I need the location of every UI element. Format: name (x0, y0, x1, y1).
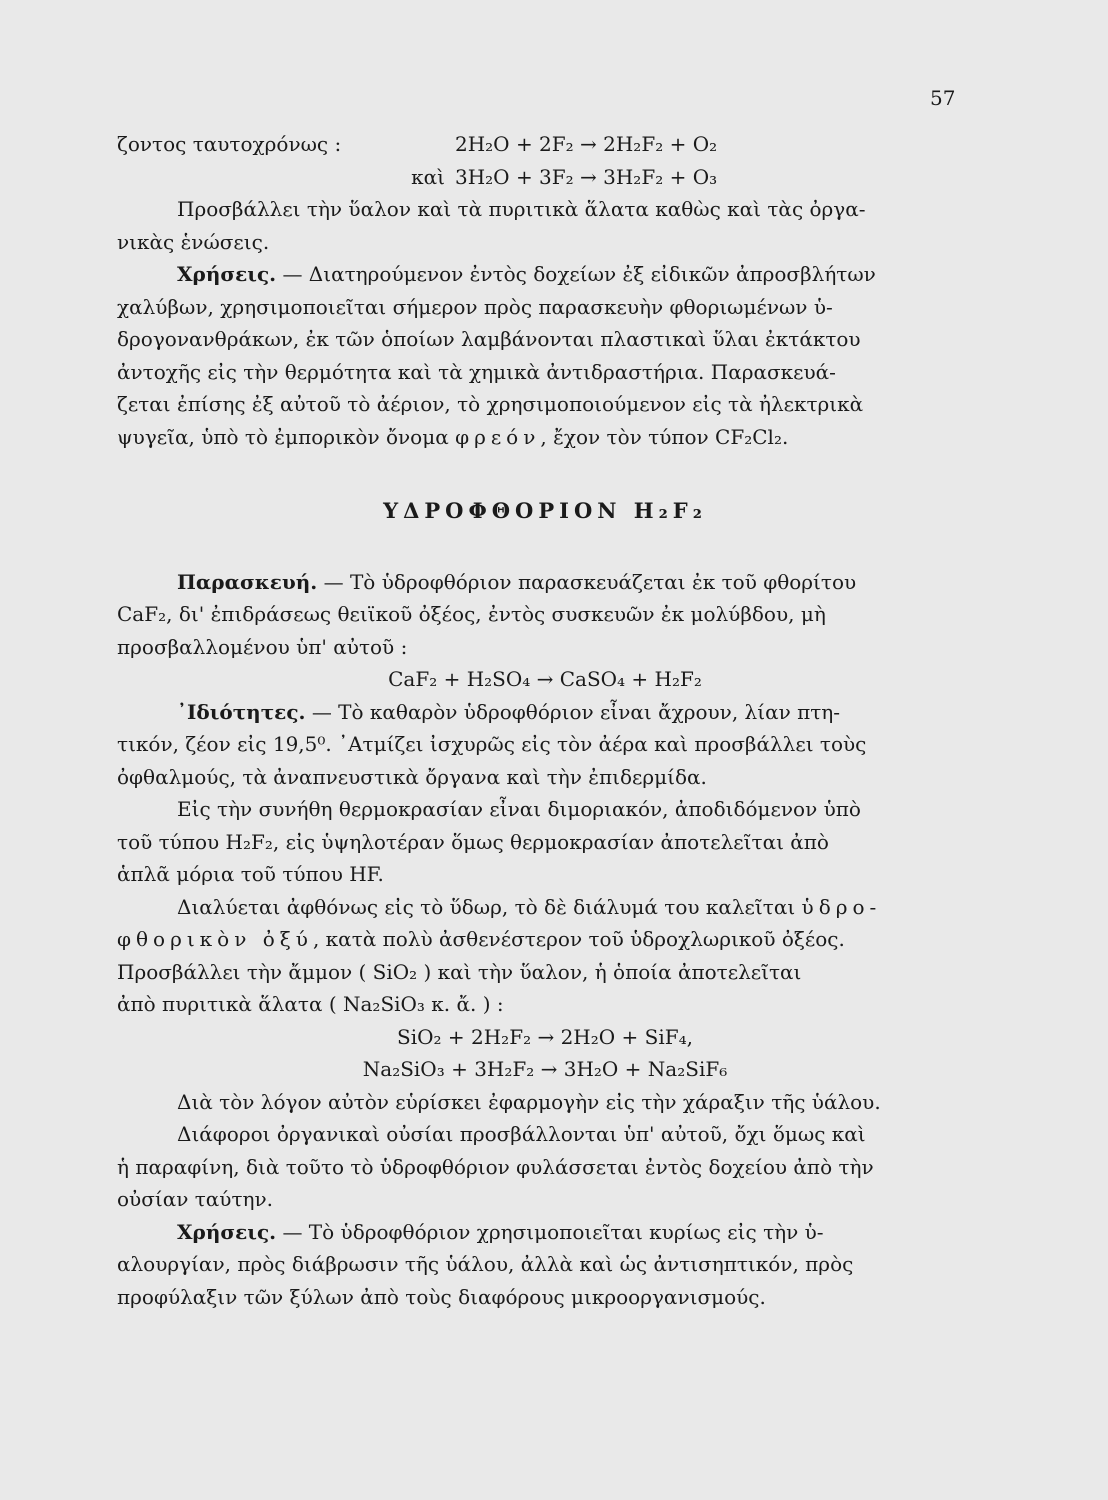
paragraph-line: Προσβάλλει τὴν ὕαλον καὶ τὰ πυριτικὰ ἅλατα καθὼς καὶ τὰς ὀργα- (177, 197, 866, 221)
intro-equation-1 (117, 128, 973, 161)
paragraph-line: ἀντοχῆς εἰς τὴν θερμότητα καὶ τὰ χημικὰ ἀντιδραστήρια. Παρασκευά- (117, 359, 836, 384)
paragraph-text: — Διατηρούμενον ἐντὸς δοχείων ἐξ εἰδικῶν ἀπροσβλήτων (276, 262, 876, 286)
equation-formula: 3H₂O + 3F₂ → 3H₂F₂ + O₃ (455, 164, 718, 189)
paragraph-text: ψυγεῖα, ὑπὸ τὸ ἐμπορικὸν ὄνομα (117, 424, 456, 449)
paragraph-text: , κατὰ πολὺ ἀσθενέστερον τοῦ ὑδροχλωρικοῦ ὀξέος. (312, 927, 845, 951)
page-number: 57 (930, 86, 956, 110)
spaced-term: ὑδρο- (801, 894, 882, 919)
paragraph-line: ζεται ἐπίσης ἐξ αὐτοῦ τὸ ἀέριον, τὸ χρησιμοποιούμενον εἰς τὰ ἠλεκτρικὰ (117, 392, 864, 416)
solution-first-line (117, 891, 973, 924)
paragraph-line: τοῦ τύπου H₂F₂, εἰς ὑψηλοτέραν ὅμως θερμοκρασίαν ἀποτελεῖται ἀπὸ (117, 829, 829, 854)
spaced-term: φθορικὸν ὀξύ (117, 927, 313, 951)
paragraph-line: οὐσίαν ταύτην. (117, 1187, 274, 1211)
paragraph-text: Διαλύεται ἀφθόνως εἰς τὸ ὕδωρ, τὸ δὲ διάλυμά του καλεῖται (177, 894, 802, 919)
section-heading: ΥΔΡΟΦΘΟΡΙΟΝ H₂F₂ (383, 498, 707, 523)
paragraph-text: — Τὸ ὑδροφθόριον χρησιμοποιεῖται κυρίως εἰς τὴν ὑ- (276, 1219, 824, 1244)
paragraph-line: νικὰς ἑνώσεις. (117, 229, 270, 254)
page-content (117, 128, 973, 1313)
intro-equation-2 (117, 161, 973, 194)
paragraph-line: τικόν, ζέον εἰς 19,5⁰. ᾿Ατμίζει ἰσχυρῶς εἰς τὸν ἀέρα καὶ προσβάλλει τοὺς (117, 732, 867, 756)
paragraph-line: ὀφθαλμούς, τὰ ἀναπνευστικὰ ὄργανα καὶ τὴν ἐπιδερμίδα. (117, 764, 707, 789)
paragraph-line: χαλύβων, χρησιμοποιεῖται σήμερον πρὸς παρασκευὴν φθοριωμένων ὑ- (117, 294, 833, 319)
paragraph-line: προσβαλλομένου ὑπ' αὐτοῦ : (117, 634, 408, 659)
uses-paragraph-first-line (117, 258, 973, 291)
paragraph-text: — Τὸ καθαρὸν ὑδροφθόριον εἶναι ἄχρουν, λίαν πτη- (305, 699, 841, 724)
paragraph-line: Προσβάλλει τὴν ἄμμον ( SiO₂ ) καὶ τὴν ὕαλον, ἡ ὁποία ἀποτελεῖται (117, 959, 802, 984)
paragraph-line: Διὰ τὸν λόγον αὐτὸν εὑρίσκει ἐφαρμογὴν εἰς τὴν χάραξιν τῆς ὑάλου. (177, 1089, 881, 1114)
preparation-equation: CaF₂ + H₂SO₄ → CaSO₄ + H₂F₂ (388, 667, 702, 691)
uses-term: Χρήσεις. (177, 1219, 277, 1244)
paragraph-line: CaF₂, δι' ἐπιδράσεως θειϊκοῦ ὀξέος, ἐντὸς συσκευῶν ἐκ μολύβδου, μὴ (117, 602, 826, 626)
properties-term: ᾿Ιδιότητες. (177, 699, 306, 724)
trade-name: φρεόν (455, 424, 541, 449)
paragraph-line: Εἰς τὴν συνήθη θερμοκρασίαν εἶναι διμοριακόν, ἀποδιδόμενον ὑπὸ (177, 797, 861, 821)
uses2-first-line (117, 1216, 973, 1249)
solution-equation-2: Na₂SiO₃ + 3H₂F₂ → 3H₂O + Na₂SiF₆ (362, 1057, 728, 1081)
paragraph-line: ἡ παραφίνη, διὰ τοῦτο τὸ ὑδροφθόριον φυλάσσεται ἐντὸς δοχείου ἀπὸ τὴν (117, 1154, 874, 1179)
paragraph-line: προφύλαξιν τῶν ξύλων ἀπὸ τοὺς διαφόρους μικροοργανισμούς. (117, 1284, 766, 1309)
paragraph-line: αλουργίαν, πρὸς διάβρωσιν τῆς ὑάλου, ἀλλὰ καὶ ὡς ἀντισηπτικόν, πρὸς (117, 1252, 854, 1276)
preparation-term: Παρασκευή. (177, 569, 318, 594)
equation-formula: 2H₂O + 2F₂ → 2H₂F₂ + O₂ (455, 132, 718, 156)
equation-label: καὶ (411, 164, 445, 189)
paragraph-line: δρογονανθράκων, ἐκ τῶν ὁποίων λαμβάνονται πλαστικαὶ ὕλαι ἐκτάκτου (117, 327, 861, 351)
properties-first-line (117, 696, 973, 729)
paragraph-text: , ἔχον τὸν τύπον CF₂Cl₂. (540, 424, 789, 449)
paragraph-line: ἁπλᾶ μόρια τοῦ τύπου HF. (117, 862, 384, 886)
paragraph-line (117, 421, 973, 454)
uses-term: Χρήσεις. (177, 262, 277, 286)
solution-equation-1: SiO₂ + 2H₂F₂ → 2H₂O + SiF₄, (397, 1024, 693, 1049)
equation-label: ζοντος ταυτοχρόνως : (117, 132, 342, 156)
solution-second-line (117, 923, 973, 956)
paragraph-text: — Τὸ ὑδροφθόριον παρασκευάζεται ἐκ τοῦ φθορίτου (317, 569, 857, 594)
paragraph-line: ἀπὸ πυριτικὰ ἅλατα ( Na₂SiO₃ κ. ἄ. ) : (117, 992, 504, 1016)
paragraph-line: Διάφοροι ὀργανικαὶ οὐσίαι προσβάλλονται ὑπ' αὐτοῦ, ὄχι ὅμως καὶ (177, 1122, 866, 1146)
preparation-first-line (117, 566, 973, 599)
